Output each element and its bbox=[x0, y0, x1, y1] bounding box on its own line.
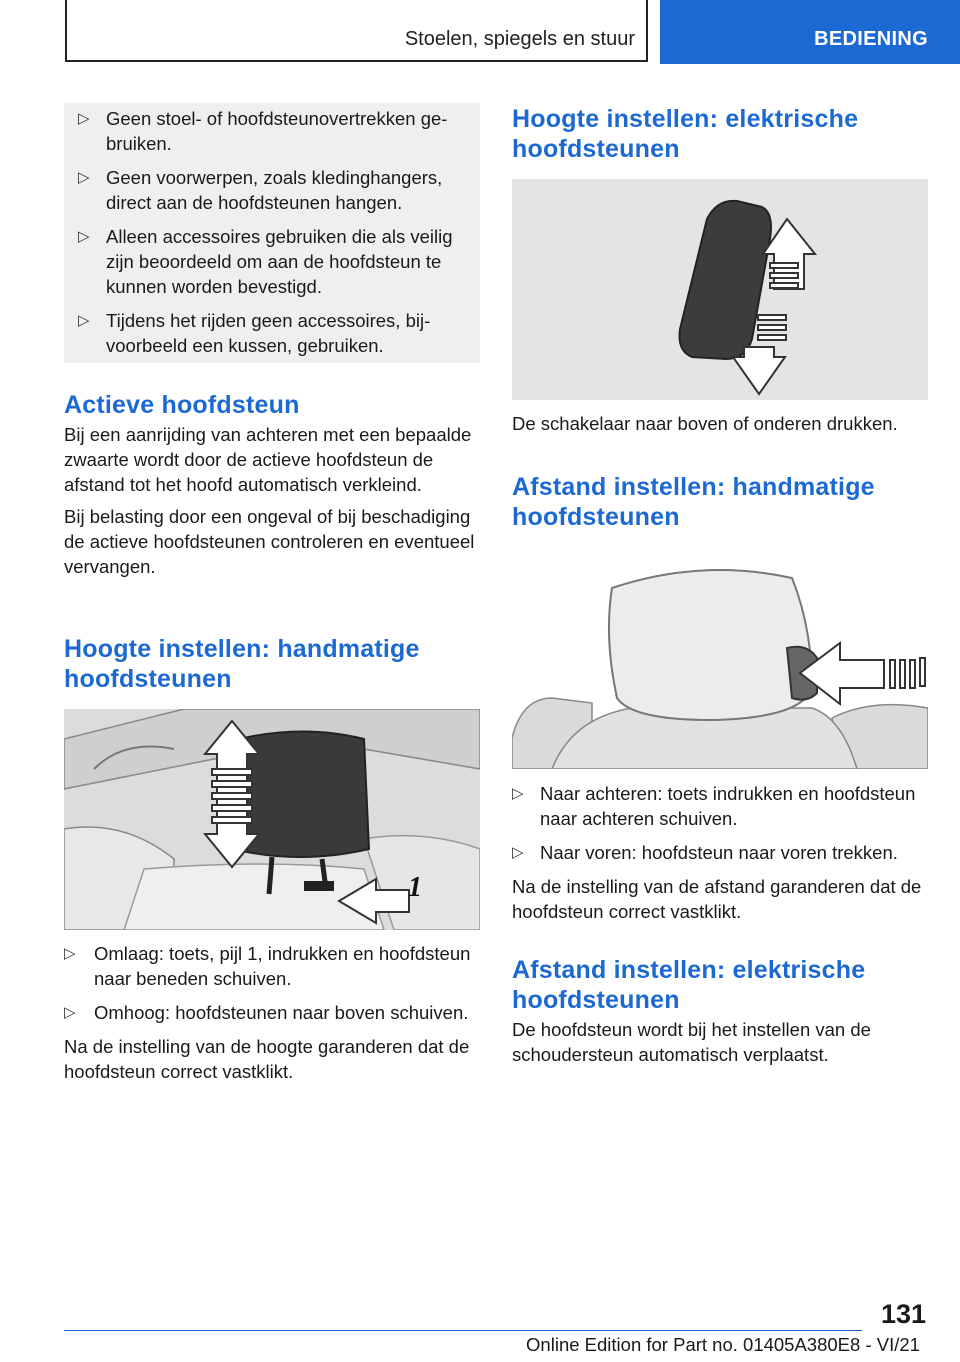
height-manual-section bbox=[64, 634, 480, 694]
list-item bbox=[64, 165, 480, 215]
footer-divider bbox=[64, 1330, 862, 1331]
paragraph: De hoofdsteun wordt bij het instellen van de schoudersteun automatisch verplaatst. bbox=[512, 1019, 871, 1065]
distance-manual-list bbox=[512, 781, 928, 924]
switch-height-illustration bbox=[512, 179, 928, 400]
distance-electric-section bbox=[512, 955, 928, 1067]
paragraph: Bij belasting door een ongeval of bij beschadiging de actieve hoofdsteunen controleren en eventueel vervangen. bbox=[64, 506, 475, 577]
figure-distance-manual bbox=[512, 548, 928, 769]
triangle-bullet-icon: ▷ bbox=[78, 169, 90, 186]
list-item bbox=[64, 1000, 480, 1025]
triangle-bullet-icon: ▷ bbox=[78, 312, 90, 329]
height-electric-caption-block bbox=[512, 411, 928, 436]
figure-height-electric bbox=[512, 179, 928, 400]
height-manual-list bbox=[64, 941, 480, 1084]
warning-list bbox=[64, 103, 480, 358]
list-item bbox=[64, 224, 480, 299]
paragraph: Na de instelling van de afstand garanderen dat de hoofdsteun correct vastklikt. bbox=[512, 876, 922, 922]
section-heading: Afstand instellen: elektrische hoofdsteunen bbox=[512, 956, 866, 1014]
distance-manual-section bbox=[512, 472, 928, 532]
list-item-text: Omlaag: toets, pijl 1, indrukken en hoofdsteun naar beneden schuiven. bbox=[94, 943, 471, 989]
section-heading: Hoogte instellen: handmatige hoofdsteunen bbox=[64, 635, 420, 693]
triangle-bullet-icon: ▷ bbox=[78, 228, 90, 245]
page-number: 131 bbox=[880, 1299, 926, 1329]
section-heading: Actieve hoofdsteun bbox=[64, 391, 300, 419]
list-item-text: Naar achteren: toets indrukken en hoofdsteun naar achteren schuiven. bbox=[540, 783, 916, 829]
list-item bbox=[512, 840, 928, 865]
triangle-bullet-icon: ▷ bbox=[64, 945, 76, 962]
figure-height-manual bbox=[64, 709, 480, 930]
height-electric-section bbox=[512, 104, 928, 164]
section-tab-label: BEDIENING bbox=[814, 28, 928, 50]
list-item-text: Alleen accessoires gebruiken die als veilig zijn beoordeeld om aan de hoofdsteun te kunnen worden bevestigd. bbox=[106, 226, 453, 297]
edition-label: Online Edition for Part no. 01405A380E8 - VI/21 bbox=[526, 1334, 920, 1355]
chapter-title: Stoelen, spiegels en stuur bbox=[404, 28, 635, 50]
figure-caption: De schakelaar naar boven of onderen drukken. bbox=[512, 413, 898, 434]
list-item bbox=[64, 106, 480, 156]
callout-number: 1 bbox=[408, 872, 422, 903]
list-item-text: Geen voorwerpen, zoals kledinghangers, direct aan de hoofdsteunen hangen. bbox=[106, 167, 443, 213]
list-item-text: Geen stoel- of hoofdsteunovertrekken gebruiken. bbox=[106, 108, 448, 154]
list-item-text: Omhoog: hoofdsteunen naar boven schuiven. bbox=[94, 1002, 469, 1023]
triangle-bullet-icon: ▷ bbox=[78, 110, 90, 127]
list-item bbox=[64, 308, 480, 358]
triangle-bullet-icon: ▷ bbox=[512, 785, 524, 802]
triangle-bullet-icon: ▷ bbox=[64, 1004, 76, 1021]
paragraph: Na de instelling van de hoogte garanderen dat de hoofdsteun correct vastklikt. bbox=[64, 1036, 470, 1082]
warning-box bbox=[64, 103, 480, 363]
active-section bbox=[64, 390, 480, 579]
list-item bbox=[64, 941, 480, 991]
list-item-text: Naar voren: hoofdsteun naar voren trekken. bbox=[540, 842, 898, 863]
paragraph: Bij een aanrijding van achteren met een bepaalde zwaarte wordt door de actieve hoofdsteun de afstand tot het hoofd automatisch verkleind. bbox=[64, 424, 472, 495]
list-item bbox=[512, 781, 928, 831]
list-item-text: Tijdens het rijden geen accessoires, bijvoorbeeld een kussen, gebruiken. bbox=[106, 310, 431, 356]
headrest-distance-illustration bbox=[512, 548, 928, 769]
triangle-bullet-icon: ▷ bbox=[512, 844, 524, 861]
section-heading: Hoogte instellen: elektrische hoofdsteunen bbox=[512, 105, 859, 163]
section-heading: Afstand instellen: handmatige hoofdsteunen bbox=[512, 473, 875, 531]
